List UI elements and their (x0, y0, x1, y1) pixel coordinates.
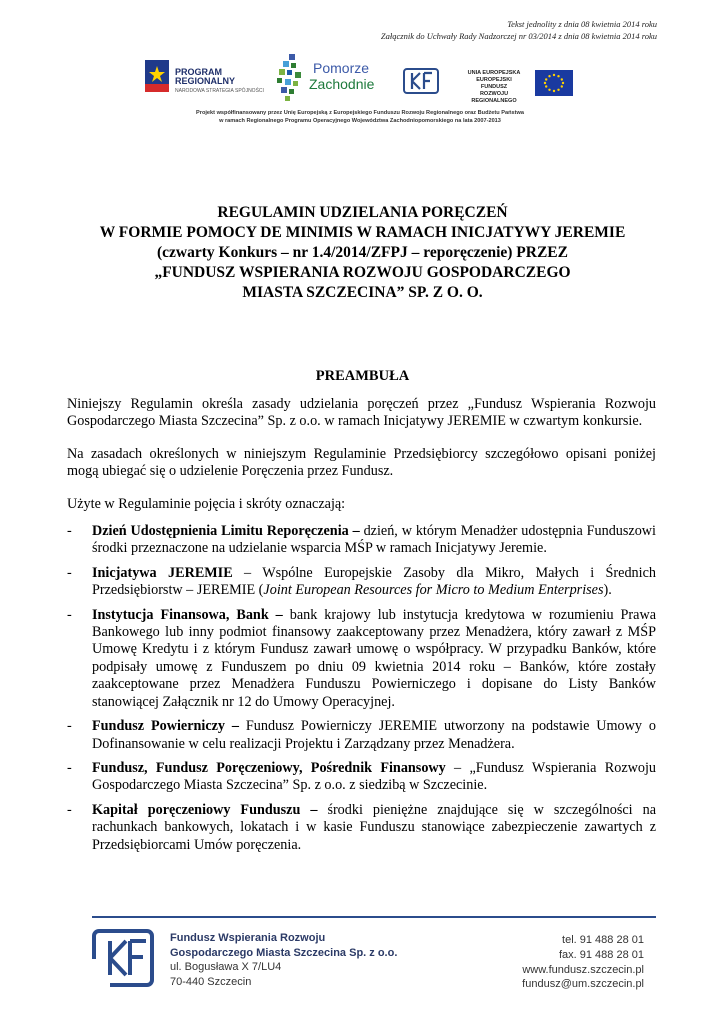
footer-address (170, 931, 397, 989)
definition-text: – Wspólne Europejskie Zasoby dla Mikro, Małych i Średnich Przedsiębiorstw – JEREMIE ( (92, 564, 656, 599)
preamble-paragraph-1: Niniejszy Regulamin określa zasady udzielania poręczeń przez „Fundusz Wspierania Rozwoju Gospodarczego Miasta Szczecina” Sp. z o.o. w ramach Inicjatywy JEREMIE w czwartym konkursie. (67, 396, 656, 430)
project-note-line1: Projekt współfinansowany przez Unię Europejską z Europejskiego Funduszu Rozwoju Regionalnego oraz Budżetu Państwa (196, 110, 524, 116)
definition-term: Fundusz, Fundusz Poręczeniowy, Pośrednik Finansowy (92, 759, 446, 776)
preamble-paragraph-2: Na zasadach określonych w niniejszym Regulaminie Przedsiębiorcy szczegółowo opisani poniżej mogą ubiegać się o udzielenie Poręczenia przez Fundusz. (67, 445, 656, 480)
ue-line3: ROZWOJU REGIONALNEGO (471, 91, 517, 104)
preamble-heading: PREAMBUŁA (315, 368, 410, 384)
eu-logo (463, 70, 573, 104)
list-dash: - (67, 759, 72, 776)
program-regionalny-logo (145, 60, 265, 100)
definition-text: środki pieniężne znajdujące się w szczególności na rachunkach bankowych, lokatach i w kasie Funduszu stanowiące zabezpieczenie zawartych z Przedsiębiorcami Umów poręczenia. (92, 801, 656, 853)
eu-flag-icon (535, 70, 573, 96)
ue-line2: EUROPEJSKI FUNDUSZ (476, 77, 512, 90)
list-dash: - (67, 523, 72, 540)
document-title (60, 203, 665, 303)
footer-website-link[interactable]: www.fundusz.szczecin.pl (522, 963, 644, 976)
footer-fax: fax. 91 488 28 01 (558, 948, 644, 961)
list-dash: - (67, 564, 72, 581)
title-line3: (czwarty Konkurs – nr 1.4/2014/ZFPJ – reporęczenie) PRZEZ (157, 244, 568, 261)
footer-city: 70-440 Szczecin (170, 975, 252, 988)
title-line2: W FORMIE POMOCY DE MINIMIS W RAMACH INICJATYWY JEREMIE (99, 224, 626, 241)
definition-text: – „Fundusz Wspierania Rozwoju Gospodarczego Miasta Szczecina” Sp. z o.o. z siedzibą w Szczecinie. (92, 759, 656, 794)
program-flag-icon (145, 60, 169, 92)
program-line1: PROGRAM (175, 67, 222, 77)
fwrg-logo-icon (88, 927, 156, 991)
project-note (170, 110, 550, 125)
definition-term: Instytucja Finansowa, Bank – (92, 606, 283, 623)
definition-item (67, 565, 656, 600)
definition-text: bank krajowy lub instytucja kredytowa w rozumieniu Prawa Bankowego lub inny podmiot finansowy zaakceptowany przez Menadżera, który zawarł z MŚP Umowę Kredytu i z którym Fundusz zawarł umowę o współpracy. W przypadku Banków, które podpisały umowę z Funduszem po dniu 09 kwietnia 2014 roku – Banków, które zostały zaakceptowane przez Menadżera Funduszu Powierniczego i dopisane do Listy Banków stanowiącej Załącznik nr 12 do Umowy Operacyjnej. (92, 606, 656, 710)
ue-line1: UNIA EUROPEJSKA (467, 70, 521, 76)
definition-item (67, 523, 656, 558)
list-dash: - (67, 801, 72, 818)
definitions-intro: Użyte w Regulaminie pojęcia i skróty oznaczają: (67, 495, 346, 512)
footer-contact (522, 933, 644, 992)
definition-term: Fundusz Powierniczy – (92, 718, 240, 735)
list-dash: - (67, 606, 72, 623)
title-line4: „FUNDUSZ WSPIERANIA ROZWOJU GOSPODARCZEGO (154, 264, 571, 281)
definition-text: Fundusz Powierniczy JEREMIE utworzony na podstawie Umowy o Dofinansowanie w celu realizacji Projektu i Zarządzany przez Menadżera. (92, 718, 656, 752)
definition-term: Kapitał poręczeniowy Funduszu – (92, 801, 318, 818)
footer-tel: tel. 91 488 28 01 (562, 934, 644, 946)
footer-email-link[interactable]: fundusz@um.szczecin.pl (522, 978, 644, 991)
definition-term: Dzień Udostępnienia Limitu Reporęczenia – (92, 523, 360, 540)
footer-street: ul. Bogusława X 7/LU4 (170, 961, 282, 973)
definition-text: dzień, w którym Menadżer udostępnia Funduszowi środki przeznaczone na udzielanie wsparcia MŚP w ramach Inicjatywy Jeremie. (92, 523, 656, 557)
definition-item (67, 802, 656, 854)
title-line1: REGULAMIN UDZIELANIA PORĘCZEŃ (217, 204, 508, 221)
fwrg-small-icon (403, 68, 439, 94)
logo-bar (145, 52, 585, 106)
program-sub: NARODOWA STRATEGIA SPÓJNOŚCI (175, 88, 264, 94)
pomorze-line1: Pomorze (313, 60, 370, 76)
header-note (381, 18, 657, 42)
definition-item (67, 607, 656, 711)
definition-italic: Joint European Resources for Micro to Medium Enterprises (263, 582, 604, 599)
title-line5: MIASTA SZCZECINA” SP. Z O. O. (242, 284, 483, 301)
list-dash: - (67, 718, 72, 735)
footer (88, 925, 658, 1015)
pomorze-line2: Zachodnie (309, 76, 375, 92)
footer-company-line1: Fundusz Wspierania Rozwoju (170, 932, 326, 944)
footer-divider (92, 916, 656, 918)
fwrg-logo-small (403, 68, 439, 94)
project-note-line2: w ramach Regionalnego Programu Operacyjnego Województwa Zachodniopomorskiego na lata 2007-2013 (219, 117, 501, 124)
program-line2: REGIONALNY (175, 76, 236, 86)
definition-term: Inicjatywa JEREMIE (92, 564, 233, 581)
header-note-line1: Tekst jednolity z dnia 08 kwietnia 2014 roku (507, 19, 657, 29)
footer-company-line2: Gospodarczego Miasta Szczecina Sp. z o.o. (170, 946, 398, 959)
definition-item (67, 760, 656, 795)
definition-item (67, 718, 656, 753)
pomorze-mosaic-icon (273, 54, 309, 104)
pomorze-zachodnie-logo (273, 52, 383, 106)
header-note-line2: Załącznik do Uchwały Rady Nadzorczej nr 03/2014 z dnia 08 kwietnia 2014 roku (380, 31, 657, 41)
definition-tail: ). (603, 582, 612, 599)
definitions-list (67, 523, 656, 854)
document-body (67, 396, 656, 861)
